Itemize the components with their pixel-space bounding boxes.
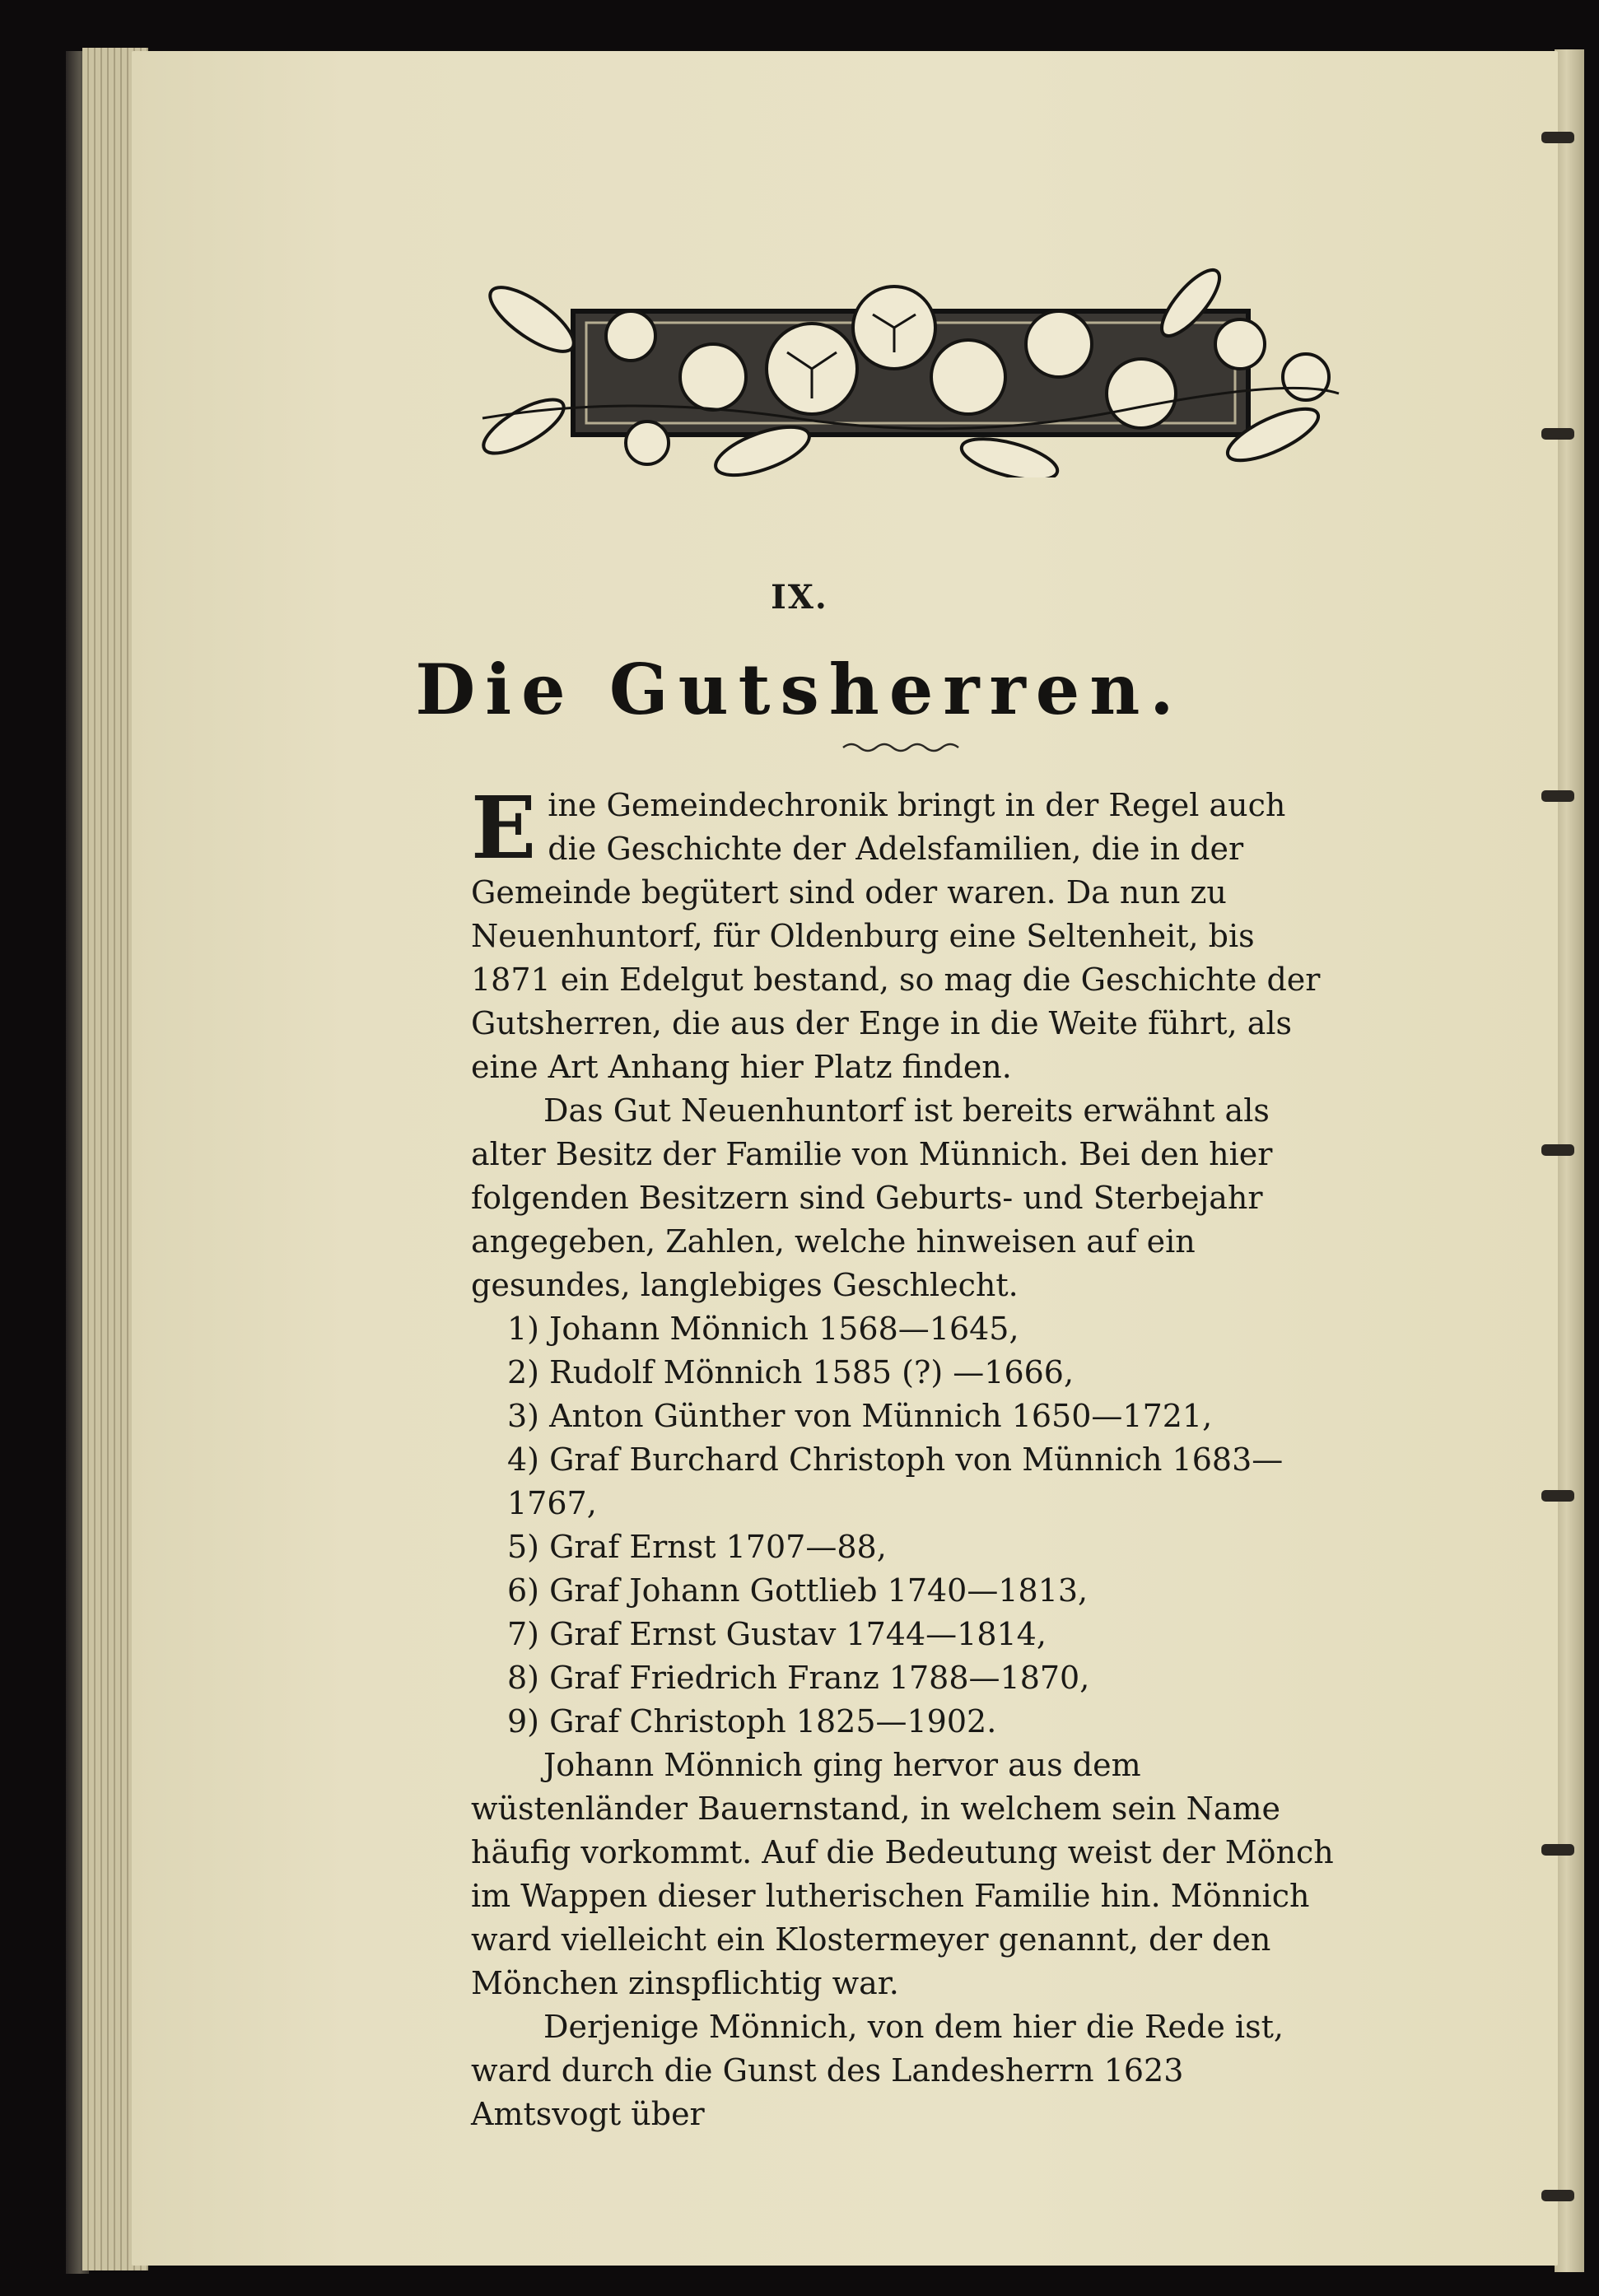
binding-stitch [1541, 1844, 1574, 1856]
binding-stitch [1541, 132, 1574, 143]
tilde-rule-icon [840, 738, 972, 754]
list-item: 1) Johann Mönnich 1568—1645, [507, 1311, 1019, 1347]
floral-headpiece-icon [466, 254, 1352, 477]
facing-page-edge [1555, 49, 1584, 2272]
chapter-number: IX. [771, 578, 828, 617]
intro-text: ine Gemeindechronik bringt in der Regel auch die Geschichte der Adelsfamilien, die in der Gemeinde begütert sind oder waren. Da nun zu Neuenhuntorf, für Oldenburg eine Seltenheit, bis 1871 ein Edelgut bestand, so mag die Geschichte der Gutsherren, die aus der Enge in die Weite führt, als eine Art Anhang hier Platz finden. [471, 787, 1321, 1085]
binding-stitch [1541, 1144, 1574, 1156]
intro-paragraph [471, 777, 1337, 1089]
owners-list [471, 1307, 1337, 1744]
drop-cap: E [471, 777, 537, 878]
binding-stitch [1541, 428, 1574, 440]
binding-stitch [1541, 790, 1574, 802]
list-item: 2) Rudolf Mönnich 1585 (?) —1666, [507, 1354, 1075, 1390]
list-item: 3) Anton Günther von Münnich 1650—1721, [507, 1398, 1213, 1434]
paragraph-amtsvogt: Derjenige Mönnich, von dem hier die Rede ist, ward durch die Gunst des Landesherrn 1623 Amtsvogt über [471, 2009, 1284, 2132]
list-item: 6) Graf Johann Gottlieb 1740—1813, [507, 1572, 1089, 1609]
binding-stitch [1541, 1490, 1574, 1502]
chapter-body [471, 777, 1337, 2136]
paragraph-moennich-origin: Johann Mönnich ging hervor aus dem wüstenländer Bauernstand, in welchem sein Name häufig vorkommt. Auf die Bedeutung weist der Mönch im Wappen dieser lutherischen Familie hin. Mönnich ward vielleicht ein Klostermeyer genannt, der den Mönchen zinspflichtig war. [471, 1747, 1334, 2001]
list-item: 5) Graf Ernst 1707—88, [507, 1529, 887, 1565]
list-item: 8) Graf Friedrich Franz 1788—1870, [507, 1660, 1090, 1696]
binding-stitch [1541, 2190, 1574, 2201]
list-item: 7) Graf Ernst Gustav 1744—1814, [507, 1616, 1047, 1652]
paragraph-owners-intro: Das Gut Neuenhuntorf ist bereits erwähnt als alter Besitz der Familie von Münnich. Bei den hier folgenden Besitzern sind Geburts- und Sterbejahr angegeben, Zahlen, welche hinweisen auf ein gesundes, langlebiges Geschlecht. [471, 1092, 1273, 1303]
chapter-title: Die Gutsherren. [415, 649, 1184, 730]
list-item: 9) Graf Christoph 1825—1902. [507, 1703, 997, 1739]
list-item: 4) Graf Burchard Christoph von Münnich 1683—1767, [507, 1441, 1284, 1521]
